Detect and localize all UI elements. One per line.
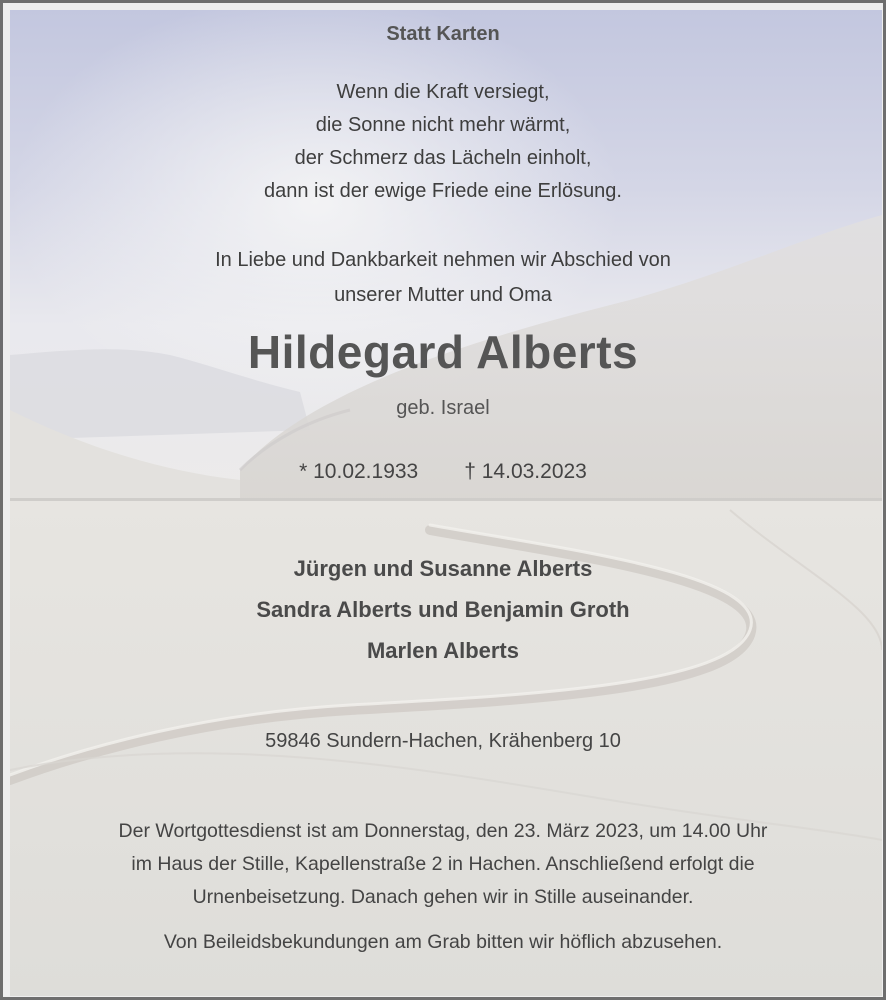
condolence-note: Von Beileidsbekundungen am Grab bitten wir höflich abzusehen. <box>163 931 723 953</box>
family-member: Sandra Alberts und Benjamin Groth <box>256 597 630 622</box>
birth-date: * 10.02.1933 <box>299 460 419 483</box>
deceased-name: Hildegard Alberts <box>247 326 639 378</box>
life-dates <box>3 460 883 484</box>
death-date: † 14.03.2023 <box>464 460 587 483</box>
poem-line: der Schmerz das Lächeln einholt, <box>294 147 592 169</box>
mourning-address: 59846 Sundern-Hachen, Krähenberg 10 <box>265 730 621 752</box>
intro-line: In Liebe und Dankbarkeit nehmen wir Abschied von <box>215 249 671 271</box>
farewell-intro <box>3 243 883 313</box>
service-line: Der Wortgottesdienst ist am Donnerstag, den 23. März 2023, um 14.00 Uhr <box>118 820 768 842</box>
family-members <box>3 548 883 671</box>
poem-line: dann ist der ewige Friede eine Erlösung. <box>264 180 622 202</box>
poem-line: die Sonne nicht mehr wärmt, <box>315 114 571 136</box>
notice-text <box>3 3 883 997</box>
service-line: im Haus der Stille, Kapellenstraße 2 in Hachen. Anschließend erfolgt die <box>131 853 755 875</box>
poem <box>3 76 883 208</box>
poem-line: Wenn die Kraft versiegt, <box>336 81 550 103</box>
service-details <box>3 815 883 914</box>
intro-line: unserer Mutter und Oma <box>334 284 552 306</box>
family-member: Jürgen und Susanne Alberts <box>293 556 593 581</box>
service-line: Urnenbeisetzung. Danach gehen wir in Stille auseinander. <box>192 886 694 908</box>
family-member: Marlen Alberts <box>366 638 519 663</box>
header-statt-karten: Statt Karten <box>386 23 500 45</box>
birth-name: geb. Israel <box>396 397 490 419</box>
